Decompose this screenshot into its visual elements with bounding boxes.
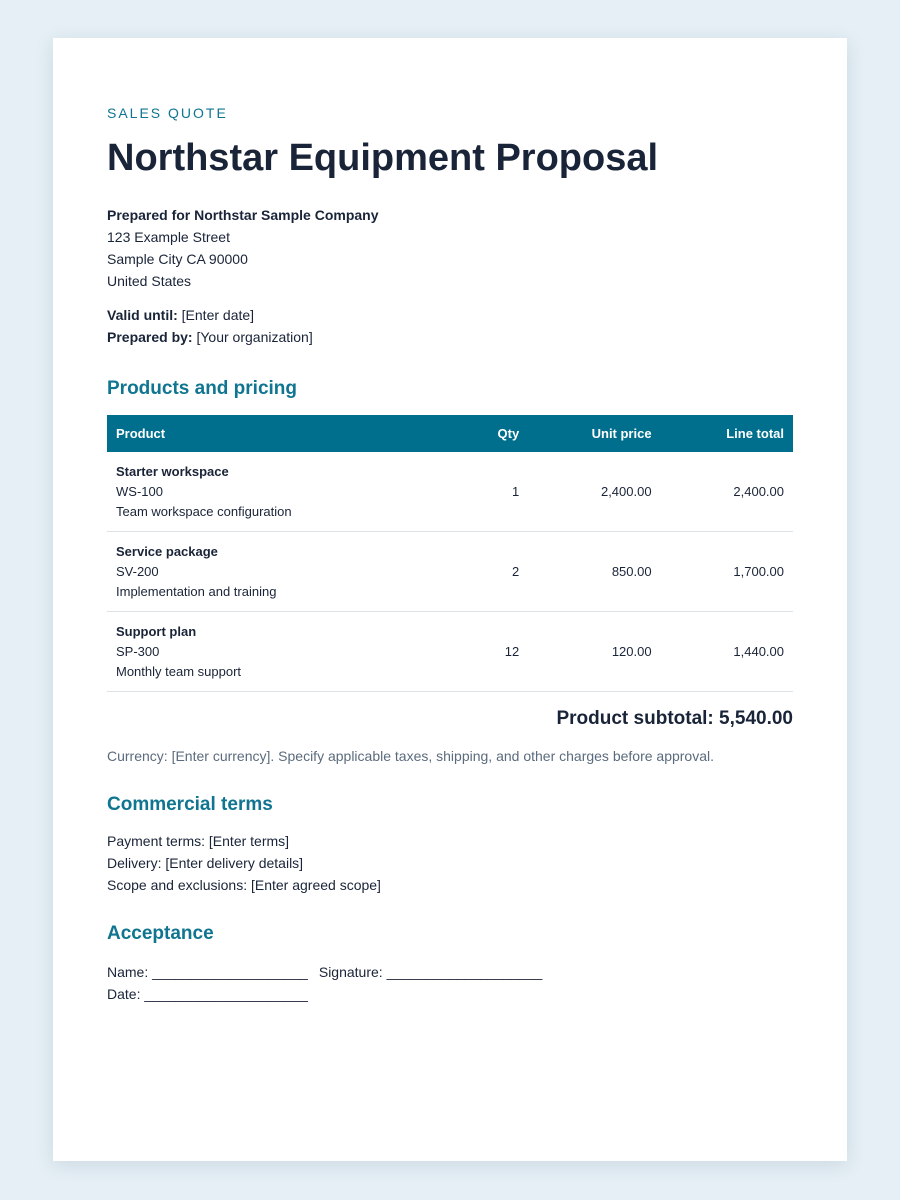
prepared-by-value: [Your organization] [192, 329, 313, 345]
currency-note: Currency: [Enter currency]. Specify applicable taxes, shipping, and other charges before approval. [107, 748, 714, 764]
address-line: Sample City CA 90000 [107, 251, 248, 267]
acceptance-heading: Acceptance [107, 923, 214, 944]
product-sku: WS-100 [116, 484, 163, 499]
document-type-label: SALES QUOTE [107, 105, 228, 121]
terms-heading: Commercial terms [107, 794, 273, 815]
product-description: Implementation and training [116, 584, 277, 599]
product-cell [107, 452, 439, 532]
address-line: United States [107, 273, 192, 289]
signature-line: Signature: ____________________ [318, 964, 543, 980]
unit-price-cell: 120.00 [528, 612, 660, 692]
prepared-for: Prepared for Northstar Sample Company [107, 207, 379, 223]
line-total-cell: 1,440.00 [661, 612, 793, 692]
product-description: Team workspace configuration [116, 504, 292, 519]
product-cell [107, 612, 439, 692]
table-header-row [107, 415, 793, 452]
products-heading: Products and pricing [107, 378, 298, 399]
date-line: Date: _____________________ [107, 986, 308, 1002]
payment-terms: Payment terms: [Enter terms] [107, 833, 290, 849]
product-subtotal: Product subtotal: 5,540.00 [556, 708, 793, 729]
product-description: Monthly team support [116, 664, 242, 679]
column-header-unit-price: Unit price [528, 415, 660, 452]
name-signature-line: Name: ____________________ [107, 964, 308, 980]
column-header-qty: Qty [439, 415, 528, 452]
column-header-product: Product [107, 415, 439, 452]
qty-cell: 1 [439, 452, 528, 532]
terms-list [107, 830, 793, 896]
table-row [107, 612, 793, 692]
product-name: Service package [116, 544, 218, 559]
acceptance-block [107, 961, 793, 1005]
product-sku: SP-300 [116, 644, 160, 659]
document-title: Northstar Equipment Proposal [107, 137, 659, 179]
acceptance-row [107, 961, 793, 983]
unit-price-cell: 2,400.00 [528, 452, 660, 532]
valid-until [107, 304, 793, 326]
line-total-cell: 1,700.00 [661, 532, 793, 612]
recipient-block [107, 204, 793, 292]
column-header-line-total: Line total [661, 415, 793, 452]
delivery-terms: Delivery: [Enter delivery details] [107, 855, 304, 871]
valid-until-value: [Enter date] [177, 307, 255, 323]
product-cell [107, 532, 439, 612]
quote-meta [107, 304, 793, 348]
product-sku: SV-200 [116, 564, 159, 579]
quote-document [53, 38, 847, 1161]
unit-price-cell: 850.00 [528, 532, 660, 612]
line-total-cell: 2,400.00 [661, 452, 793, 532]
products-table [107, 415, 793, 692]
qty-cell: 12 [439, 612, 528, 692]
table-row [107, 532, 793, 612]
table-row [107, 452, 793, 532]
product-name: Starter workspace [116, 464, 229, 479]
qty-cell: 2 [439, 532, 528, 612]
address-line: 123 Example Street [107, 229, 230, 245]
scope-terms: Scope and exclusions: [Enter agreed scope] [107, 877, 381, 893]
prepared-by [107, 326, 793, 348]
valid-until-label: Valid until: [107, 307, 178, 323]
prepared-by-label: Prepared by: [107, 329, 193, 345]
product-name: Support plan [116, 624, 197, 639]
